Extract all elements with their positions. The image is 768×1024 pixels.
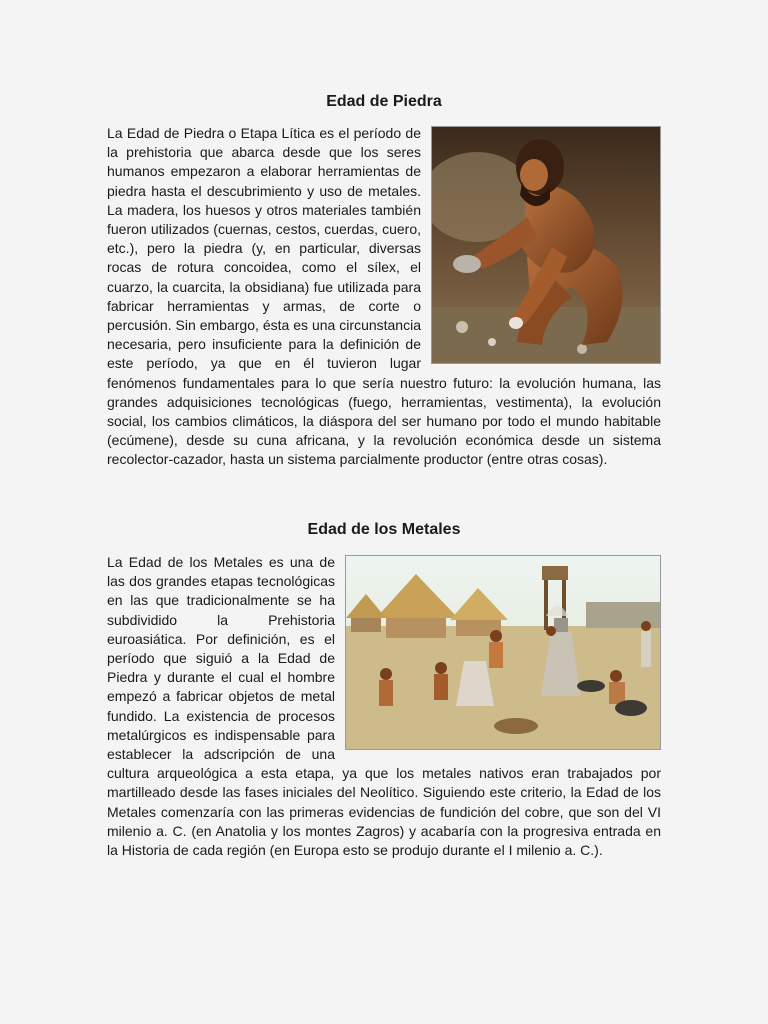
section-title-metal-age: Edad de los Metales: [307, 521, 461, 538]
stone-age-section: [107, 124, 661, 470]
stone-age-paragraph: La Edad de Piedra o Etapa Lítica es el período de la prehistoria que abarca desde que los seres humanos empezaron a elaborar herramientas de piedra hasta el descubrimiento y uso de metales. La madera, los huesos y otros materiales también fueron utilizados (cuernas, cestos, cuerdas, cuero, etc.), pero la piedra (y, en particular, diversas rocas de rotura concoidea, como el sílex, el cuarzo, la cuarcita, la obsidiana) fue utilizada para fabricar herramientas y armas, de corte o percusión. Sin embargo, ésta es una circunstancia necesaria, pero insuficiente para la definición de este período, ya que en él tuvieron lugar fenómenos fundamentales para lo que sería nuestro futuro: la evolución humana, las grandes adquisiciones tecnológicas (fuego, herramientas, vestimenta), la evolución social, los cambios climáticos, la diáspora del ser humano por todo el mundo habitable (ecúmene), desde su cuna africana, y la revolución económica desde un sistema recolector-cazador, hasta un sistema parcialmente productor (entre otras cosas).: [107, 125, 661, 468]
section-title-stone-age: Edad de Piedra: [326, 93, 442, 110]
metal-age-section: [107, 553, 661, 860]
metal-age-village-illustration: [345, 555, 661, 750]
metal-age-paragraph: La Edad de los Metales es una de las dos grandes etapas tecnológicas en las que tradicionalmente se ha subdividido la Prehistoria euroasiática. Por definición, es el período que siguió a la Edad de Piedra y durante el cual el hombre empezó a fabricar objetos de metal fundido. La existencia de procesos metalúrgicos es indispensable para establecer la adscripción de una cultura arqueológica a esta etapa, ya que los metales nativos eran trabajados por martilleado desde las fases iniciales del Neolítico. Siguiendo este criterio, la Edad de los Metales comenzaría con las primeras evidencias de fundición del cobre, que son del VI milenio a. C. (en Anatolia y los montes Zagros) y acabaría con la progresiva entrada en la Historia de cada región (en Europa esto se produjo durante el I milenio a. C.).: [107, 554, 661, 859]
caveman-illustration: [431, 126, 661, 364]
